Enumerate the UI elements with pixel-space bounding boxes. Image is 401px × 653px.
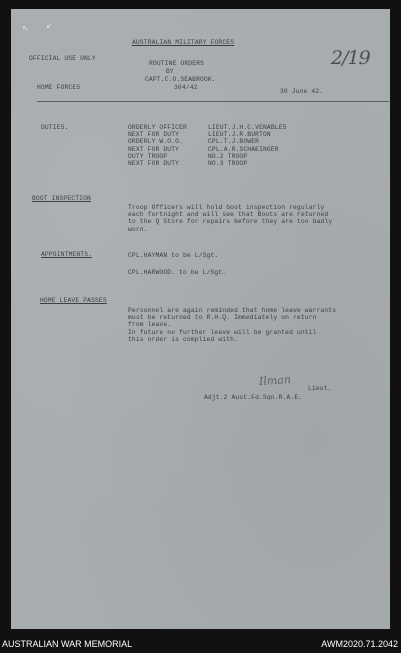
- paragraph-line: each fortnight and will see that Boots are returned: [128, 211, 329, 219]
- paragraph-line: In future no further leave will be granted until: [128, 328, 317, 336]
- signature-rank: Lieut.: [308, 385, 332, 392]
- document-page: [11, 9, 390, 629]
- duty-role: NEXT FOR DUTY: [128, 160, 180, 168]
- order-number: 304/42: [174, 84, 198, 91]
- order-by: BY: [166, 68, 174, 75]
- archive-reference: AWM2020.71.2042: [321, 639, 398, 649]
- paragraph-line: Troop Officers will hold boot inspection regularly: [128, 204, 325, 211]
- boot-inspection-text: [128, 204, 332, 233]
- duty-role: NEXT FOR DUTY: [128, 131, 180, 139]
- home-leave-text: [128, 307, 336, 343]
- appointment-line: CPL.HARWOOD. to be L/Sgt.: [128, 269, 227, 276]
- signature-appointment: Adjt.2 Aust.Fd.Sqn.R.A.E.: [204, 394, 303, 401]
- corner-mark: ↖: [22, 24, 29, 33]
- paragraph-line: to the Q Store for repairs before they are too badly: [128, 218, 333, 226]
- paragraph-line: from leave.: [128, 321, 172, 329]
- duty-name: LIEUT.J.H.C.VENABLES: [208, 124, 287, 131]
- duty-role: DUTY TROOP: [128, 152, 168, 160]
- archive-credit: AUSTRALIAN WAR MEMORIAL: [2, 639, 133, 649]
- home-forces-label: HOME FORCES: [37, 84, 81, 91]
- duties-names: [208, 124, 287, 167]
- handwritten-signature: Ilman: [258, 372, 292, 389]
- duty-role: ORDERLY OFFICER: [128, 124, 187, 131]
- paragraph-line: this order is complied with.: [128, 335, 239, 343]
- official-use-label: OFFICIAL USE ONLY: [29, 55, 96, 62]
- duties-roles: [128, 124, 187, 167]
- duty-name: NO.2 TROOP: [208, 152, 248, 160]
- duty-name: LIEUT.J.R.BURTON: [208, 131, 271, 139]
- duty-name: CPL.A.R.SCHAEINGER: [208, 145, 279, 153]
- appointment-line: CPL.HAYMAN to be L/Sgt.: [128, 252, 219, 259]
- home-leave-heading: HOME LEAVE PASSES: [40, 297, 107, 304]
- duty-role: ORDERLY W.O.O.: [128, 138, 184, 146]
- duties-heading: DUTIES.: [41, 124, 69, 131]
- handwritten-folio-number: 2/19: [331, 47, 370, 69]
- letterhead: AUSTRALIAN MILITARY FORCES: [132, 39, 235, 46]
- paragraph-line: must be returned to R.H.Q. Immediately on return: [128, 314, 317, 322]
- order-title: ROUTINE ORDERS: [149, 60, 205, 67]
- duty-role: NEXT FOR DUTY: [128, 145, 180, 153]
- order-date: 30 June 42.: [280, 88, 324, 95]
- duty-name: NO.3 TROOP: [208, 160, 248, 168]
- paragraph-line: Personnel are again reminded that home leave warrants: [128, 307, 337, 314]
- paragraph-line: worn.: [128, 225, 148, 233]
- order-issuer: CAPT.C.O.SEABROOK.: [145, 76, 216, 83]
- corner-mark: ↙: [46, 21, 53, 30]
- duty-name: CPL.T.J.BOWER: [208, 138, 260, 146]
- appointments-heading: APPOINTMENTS.: [41, 251, 93, 258]
- header-rule: [37, 101, 389, 102]
- boot-inspection-heading: BOOT INSPECTION: [32, 195, 91, 202]
